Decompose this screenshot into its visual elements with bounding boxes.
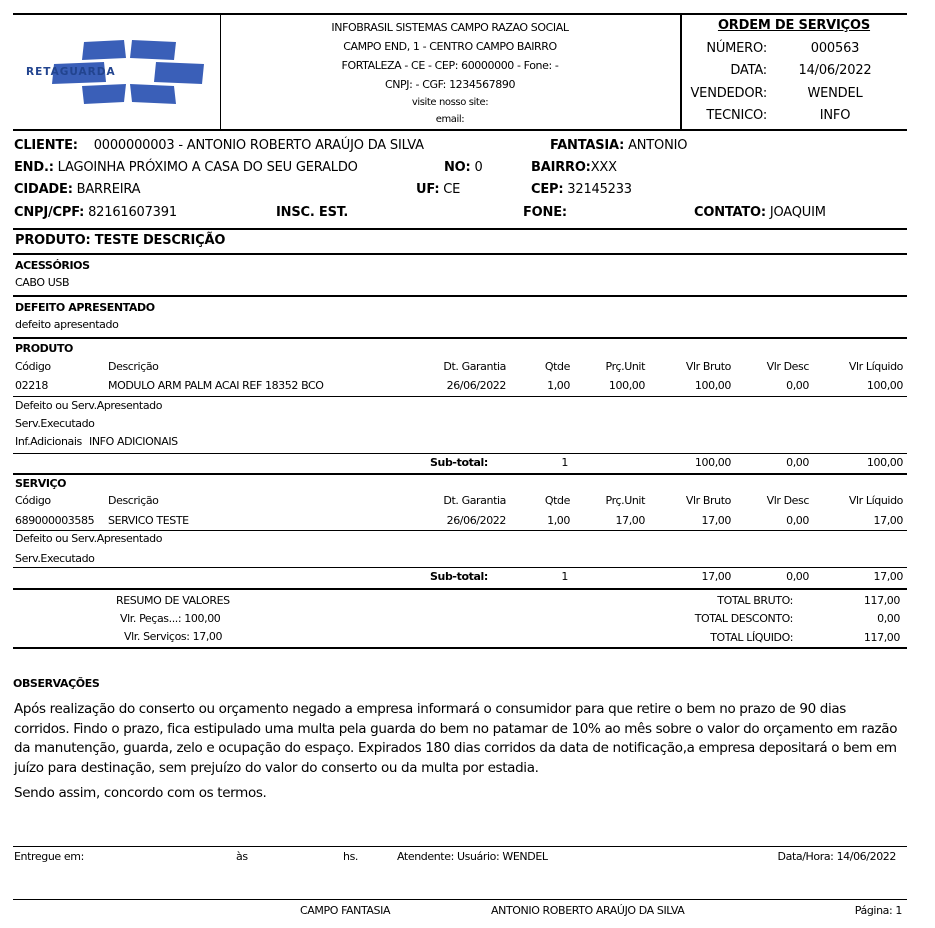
total-liquido-value: 117,00 [863, 631, 900, 644]
inf-value: INFO ADICIONAIS [89, 435, 178, 448]
fone-label: FONE: [523, 205, 567, 220]
cell-vlr-liquido: 100,00 [866, 379, 903, 392]
produto-title: PRODUTO: TESTE DESCRIÇÃO [15, 233, 226, 248]
datahora: Data/Hora: 14/06/2022 [777, 850, 896, 863]
vendedor-value: WENDEL [807, 86, 863, 101]
divider [13, 453, 907, 454]
tecnico-value: INFO [819, 108, 851, 123]
divider [13, 295, 907, 297]
company-line: FORTALEZA - CE - CEP: 60000000 - Fone: - [341, 59, 559, 72]
atendente: Atendente: Usuário: WENDEL [397, 850, 548, 863]
total-bruto-value: 117,00 [863, 594, 900, 607]
servico-defeito-line: Defeito ou Serv.Apresentado [15, 532, 163, 545]
fantasia-label: FANTASIA: [550, 138, 625, 153]
company-line: email: [435, 114, 465, 125]
cell-codigo: 689000003585 [15, 514, 95, 527]
total-bruto-label: TOTAL BRUTO: [717, 594, 793, 607]
no-row [444, 160, 483, 175]
subtotal-qtde: 1 [561, 570, 568, 583]
numero-label: NÚMERO: [706, 41, 767, 56]
cell-descricao: MODULO ARM PALM ACAI REF 18352 BCO [108, 379, 324, 392]
cliente-row [14, 138, 424, 153]
no-label: NO: [444, 160, 471, 175]
col-vlr-bruto: Vlr Bruto [685, 494, 731, 507]
divider [13, 337, 907, 339]
end-value: LAGOINHA PRÓXIMO A CASA DO SEU GERALDO [57, 160, 358, 175]
cell-qtde: 1,00 [547, 514, 570, 527]
cidade-row [14, 182, 140, 197]
contato-row [694, 205, 826, 220]
footer-cliente-nome: ANTONIO ROBERTO ARAÚJO DA SILVA [491, 904, 685, 917]
col-vlr-liquido: Vlr Líquido [848, 360, 903, 373]
subtotal-desc: 0,00 [786, 456, 809, 469]
col-qtde: Qtde [544, 360, 570, 373]
col-descricao: Descrição [108, 360, 159, 373]
cell-vlr-desc: 0,00 [786, 514, 809, 527]
company-line: CNPJ: - CGF: 1234567890 [384, 78, 516, 91]
defeito-label: DEFEITO APRESENTADO [15, 301, 155, 314]
observacoes-agree: Sendo assim, concordo com os termos. [14, 785, 267, 801]
cell-descricao: SERVICO TESTE [108, 514, 189, 527]
subtotal-bruto: 17,00 [701, 570, 731, 583]
vendedor-label: VENDEDOR: [690, 86, 767, 101]
cep-value: 32145233 [567, 182, 632, 197]
logo-text: RETAGUARDA [26, 66, 116, 78]
no-value: 0 [474, 160, 483, 175]
header-divider-left [220, 13, 221, 130]
subtotal-liquido: 100,00 [866, 456, 903, 469]
data-label: DATA: [730, 63, 767, 78]
header-top-border [13, 13, 907, 15]
subtotal-bruto: 100,00 [694, 456, 731, 469]
produto-defeito-line: Defeito ou Serv.Apresentado [15, 399, 163, 412]
hs-label: hs. [343, 850, 358, 863]
cell-garantia: 26/06/2022 [446, 379, 506, 392]
cidade-label: CIDADE: [14, 182, 73, 197]
contato-value: JOAQUIM [769, 205, 826, 220]
total-liquido-label: TOTAL LÍQUIDO: [710, 631, 793, 644]
divider [13, 473, 907, 475]
inf-label: Inf.Adicionais [15, 435, 82, 448]
observacoes-text: Após realização do conserto ou orçamento negado a empresa informará o consumidor para que retire o bem no prazo de 90 dias corridos. Findo o prazo, fica estipulado uma multa pela guarda do bem no patamar de 10% ao mês sobre o valor do orçamento em razão da manutenção, guarda, zelo e ocupação do espaço. Expirados 180 dias corridos da data de notificação,a empresa depositará o bem em juízo para destinação, sem prejuízo do valor do conserto ou da multa por estadia. [14, 701, 898, 776]
bairro-row [531, 160, 617, 175]
subtotal-label: Sub-total: [430, 570, 488, 583]
subtotal-label: Sub-total: [430, 456, 488, 469]
order-title: ORDEM DE SERVIÇOS [717, 18, 871, 33]
campo-fantasia: CAMPO FANTASIA [300, 904, 391, 917]
defeito-value: defeito apresentado [15, 318, 119, 331]
company-line: visite nosso site: [411, 97, 489, 108]
cnpj-value: 82161607391 [88, 205, 177, 220]
cell-prc-unit: 17,00 [615, 514, 645, 527]
col-vlr-bruto: Vlr Bruto [685, 360, 731, 373]
retaguarda-logo [24, 40, 206, 104]
subtotal-liquido: 17,00 [873, 570, 903, 583]
cep-label: CEP: [531, 182, 564, 197]
end-label: END.: [14, 160, 54, 175]
cnpj-label: CNPJ/CPF: [14, 205, 85, 220]
divider [13, 567, 907, 568]
subtotal-desc: 0,00 [786, 570, 809, 583]
divider [13, 647, 907, 649]
col-garantia: Dt. Garantia [443, 494, 506, 507]
cell-qtde: 1,00 [547, 379, 570, 392]
resumo-pecas: Vlr. Peças...: 100,00 [120, 612, 221, 625]
fantasia-row [550, 138, 687, 153]
produto-section-title: PRODUTO [15, 342, 74, 355]
col-vlr-desc: Vlr Desc [766, 494, 809, 507]
header-bottom-border [13, 129, 907, 131]
col-prc-unit: Prç.Unit [605, 360, 645, 373]
total-desconto-label: TOTAL DESCONTO: [694, 612, 793, 625]
col-descricao: Descrição [108, 494, 159, 507]
divider [13, 588, 907, 590]
divider [13, 396, 907, 397]
company-line: INFOBRASIL SISTEMAS CAMPO RAZAO SOCIAL [331, 21, 569, 34]
cell-vlr-desc: 0,00 [786, 379, 809, 392]
col-vlr-liquido: Vlr Líquido [848, 494, 903, 507]
cell-vlr-bruto: 17,00 [701, 514, 731, 527]
uf-label: UF: [416, 182, 440, 197]
bairro-value: XXX [590, 160, 617, 175]
cep-row [531, 182, 632, 197]
company-info [222, 18, 678, 128]
cell-garantia: 26/06/2022 [446, 514, 506, 527]
acessorios-value: CABO USB [15, 276, 70, 289]
total-desconto-value: 0,00 [877, 612, 900, 625]
divider [13, 899, 907, 900]
cell-vlr-liquido: 17,00 [873, 514, 903, 527]
servico-serv-line: Serv.Executado [15, 552, 95, 565]
divider [13, 228, 907, 230]
col-qtde: Qtde [544, 494, 570, 507]
cidade-value: BARREIRA [76, 182, 141, 197]
subtotal-qtde: 1 [561, 456, 568, 469]
produto-serv-line: Serv.Executado [15, 417, 95, 430]
col-codigo: Código [15, 494, 51, 507]
col-garantia: Dt. Garantia [443, 360, 506, 373]
divider [13, 253, 907, 255]
data-value: 14/06/2022 [798, 63, 872, 78]
uf-row [416, 182, 460, 197]
divider [13, 530, 907, 531]
acessorios-label: ACESSÓRIOS [15, 259, 90, 272]
cell-prc-unit: 100,00 [608, 379, 645, 392]
cliente-label: CLIENTE: [14, 138, 78, 153]
observacoes-title: OBSERVAÇÕES [13, 677, 100, 690]
contato-label: CONTATO: [694, 205, 766, 220]
company-line: CAMPO END, 1 - CENTRO CAMPO BAIRRO [343, 40, 557, 53]
numero-value: 000563 [810, 41, 860, 56]
entregue-label: Entregue em: [14, 850, 84, 863]
cliente-value: 0000000003 - ANTONIO ROBERTO ARAÚJO DA SILVA [93, 138, 424, 153]
produto-inf-row [15, 435, 178, 448]
resumo-title: RESUMO DE VALORES [116, 594, 230, 607]
col-codigo: Código [15, 360, 51, 373]
cell-vlr-bruto: 100,00 [694, 379, 731, 392]
servico-section-title: SERVIÇO [15, 477, 67, 490]
resumo-servicos: Vlr. Serviços: 17,00 [124, 630, 223, 643]
as-label: às [236, 850, 248, 863]
cell-codigo: 02218 [15, 379, 48, 392]
divider [13, 846, 907, 847]
pagina: Página: 1 [854, 904, 902, 917]
col-prc-unit: Prç.Unit [605, 494, 645, 507]
uf-value: CE [443, 182, 461, 197]
col-vlr-desc: Vlr Desc [766, 360, 809, 373]
fantasia-value: ANTONIO [628, 138, 688, 153]
tecnico-label: TECNICO: [706, 108, 767, 123]
bairro-label: BAIRRO: [531, 160, 591, 175]
cnpj-row [14, 205, 177, 220]
end-row [14, 160, 358, 175]
insc-label: INSC. EST. [276, 205, 349, 220]
